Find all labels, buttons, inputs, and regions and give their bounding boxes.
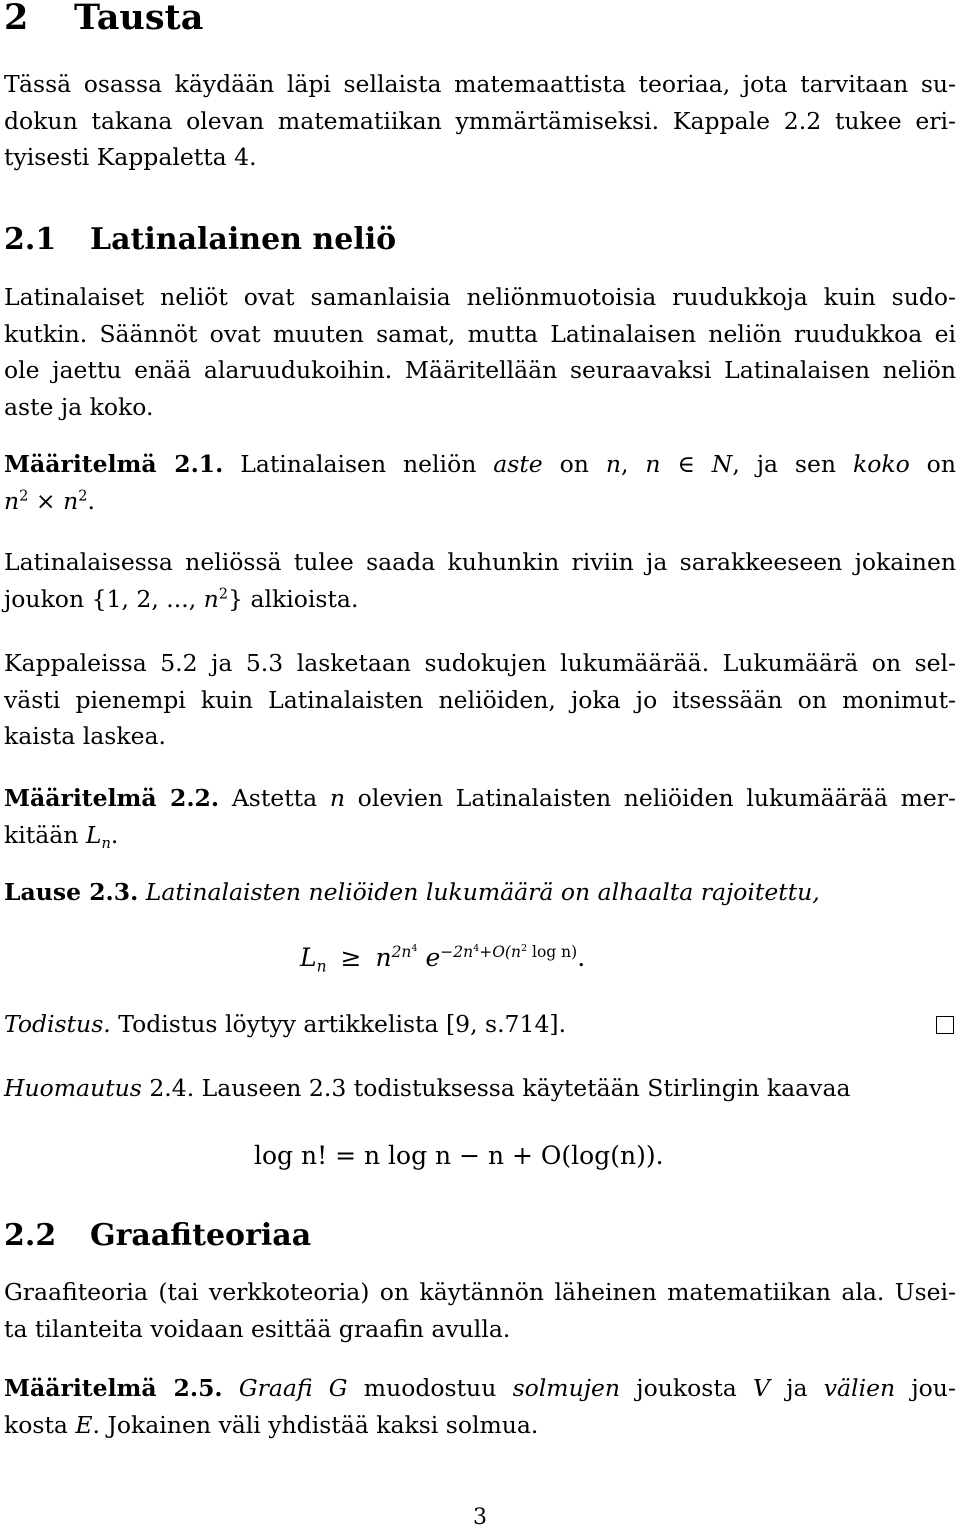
math-exponent: 2	[78, 486, 88, 504]
math-e: e	[425, 943, 441, 972]
definition-text: jou-	[911, 1374, 956, 1402]
definition-text: muodostuu	[363, 1374, 497, 1402]
subsection-number: 2.2	[4, 1218, 57, 1253]
latin-square-paragraph	[4, 279, 956, 425]
subsection-heading	[4, 1218, 956, 1254]
math-L: L	[300, 943, 317, 972]
math-times: ×	[35, 486, 56, 515]
definition-text: ja	[786, 1374, 808, 1402]
paragraph-line: kutkin. Säännöt ovat muuten samat, mutta Latinalaisen neliön ruudukkoa ei	[4, 319, 956, 348]
math-E: E	[75, 1410, 93, 1439]
paragraph-line: västi pienempi kuin Latinalaisten neliöiden, joka jo itsessään on monimut-	[4, 685, 956, 714]
proof-text: Todistus löytyy artikkelista [9, s.714].	[118, 1010, 567, 1038]
math-exponent: 2	[218, 584, 229, 602]
paragraph-line: ta tilanteita voidaan esittää graafin avulla.	[4, 1314, 511, 1343]
math-n: n	[605, 450, 621, 478]
math-exponent	[440, 943, 577, 961]
math-exponent	[392, 943, 418, 961]
definition-text: on	[926, 450, 956, 478]
paragraph-line: Latinalaisessa neliössä tulee saada kuhunkin riviin ja sarakkeeseen jokainen	[4, 548, 956, 576]
math-subscript: n	[101, 834, 111, 852]
math-n: n	[329, 784, 345, 812]
term-solmujen: solmujen	[512, 1374, 621, 1402]
section-title: Tausta	[74, 0, 204, 38]
latin-rule-paragraph	[4, 544, 956, 617]
math-G: G	[328, 1374, 348, 1402]
paragraph-line: kaista laskea.	[4, 722, 166, 750]
theorem-2-3	[4, 874, 956, 911]
math-exponent: 2	[19, 486, 29, 504]
remark-line	[4, 1070, 956, 1107]
math-subscript: n	[316, 957, 327, 976]
section-heading	[4, 0, 956, 38]
definition-label: Määritelmä 2.2.	[4, 784, 220, 812]
definition-text: Latinalaisen neliön	[240, 450, 477, 478]
intro-line: tyisesti Kappaletta 4.	[4, 143, 257, 171]
definition-text: olevien Latinalaisten neliöiden lukumäärää mer-	[357, 784, 956, 812]
paragraph-line: Latinalaiset neliöt ovat samanlaisia neliönmuotoisia ruudukkoja kuin sudo-	[4, 283, 956, 311]
definition-text: joukosta	[636, 1374, 737, 1402]
definition-2-2	[4, 780, 956, 853]
paragraph-line: Kappaleissa 5.2 ja 5.3 lasketaan sudokujen lukumäärää. Lukumäärä on sel-	[4, 649, 956, 677]
intro-paragraph	[4, 66, 956, 176]
section-number: 2	[4, 0, 29, 38]
term-koko: koko	[852, 450, 910, 478]
definition-line	[4, 446, 956, 483]
math-geq: ≥	[340, 943, 362, 972]
punctuation: .	[110, 820, 119, 849]
definition-line	[4, 483, 956, 520]
math-L: L	[85, 820, 102, 849]
paragraph-line: ole jaettu enää alaruudukoihin. Määritellään seuraavaksi Latinalaisen neliön	[4, 356, 956, 384]
paragraph-line: aste ja koko.	[4, 392, 154, 421]
math-comma: ,	[620, 450, 629, 478]
remark-label: Huomautus	[4, 1074, 142, 1102]
exponent-text: 2n	[391, 942, 412, 961]
definition-2-1	[4, 446, 956, 519]
definition-text: Astetta	[231, 784, 318, 812]
paragraph-text: } alkioista.	[228, 584, 359, 613]
term-valien: välien	[823, 1374, 896, 1402]
definition-text: , ja sen	[732, 450, 837, 478]
remark-text: Lauseen 2.3 todistuksessa käytetään Stirlingin kaavaa	[201, 1074, 851, 1102]
definition-label: Määritelmä 2.5.	[4, 1374, 223, 1402]
theorem-label: Lause 2.3.	[4, 878, 139, 906]
subsection-title: Latinalainen neliö	[90, 222, 397, 257]
definition-label: Määritelmä 2.1.	[4, 450, 224, 478]
intro-line: Tässä osassa käydään läpi sellaista matemaattista teoriaa, jota tarvitaan su-	[4, 70, 956, 98]
intro-line: dokun takana olevan matematiikan ymmärtämiseksi. Kappale 2.2 tukee eri-	[4, 106, 956, 135]
exponent-text: log n)	[527, 942, 578, 961]
definition-text: on	[559, 450, 589, 478]
proof-label: Todistus.	[4, 1010, 111, 1038]
definition-text: . Jokainen väli yhdistää kaksi solmua.	[92, 1410, 539, 1439]
subsection-title: Graafiteoriaa	[90, 1218, 312, 1253]
proof-line	[4, 1006, 956, 1043]
math-element-of: ∈	[677, 450, 695, 478]
theorem-text: Latinalaisten neliöiden lukumäärä on alhaalta rajoitettu,	[145, 878, 820, 906]
math-N: N	[711, 450, 733, 478]
definition-line	[4, 1370, 956, 1407]
graph-theory-paragraph	[4, 1274, 956, 1347]
math-n: n	[375, 943, 392, 972]
equation-stirling: log n! = n log n − n + O(log(n)).	[254, 1141, 664, 1170]
definition-text: kosta	[4, 1410, 68, 1439]
math-n: n	[4, 486, 20, 515]
paragraph-text: joukon {1, 2, ...,	[4, 584, 204, 613]
qed-box	[936, 1016, 954, 1034]
exponent-sup: 4	[473, 942, 480, 954]
punctuation: .	[577, 943, 586, 972]
punctuation: .	[87, 486, 95, 515]
remark-2-4	[4, 1070, 956, 1107]
counting-paragraph	[4, 645, 956, 755]
exponent-text: +O(n	[479, 942, 521, 961]
exponent-sup: 4	[411, 942, 418, 954]
exponent-sup: 2	[520, 942, 528, 954]
paragraph-line: Graafiteoria (tai verkkoteoria) on käytännön läheinen matematiikan ala. Usei-	[4, 1278, 956, 1306]
math-n: n	[645, 450, 661, 478]
equation-lower-bound	[300, 940, 585, 977]
definition-2-5	[4, 1370, 956, 1443]
definition-line	[4, 1407, 956, 1444]
remark-number: 2.4.	[149, 1074, 195, 1102]
exponent-text: −2n	[440, 942, 474, 961]
math-V: V	[753, 1374, 770, 1402]
term-aste: aste	[493, 450, 543, 478]
page-number: 3	[473, 1505, 487, 1530]
definition-text: kitään	[4, 820, 79, 849]
proof	[4, 1006, 956, 1043]
definition-line	[4, 780, 956, 817]
definition-line	[4, 817, 956, 854]
theorem-line	[4, 874, 956, 911]
subsection-heading	[4, 222, 956, 258]
math-n: n	[63, 486, 79, 515]
math-n: n	[203, 584, 219, 613]
term-graafi: Graafi	[238, 1374, 313, 1402]
subsection-number: 2.1	[4, 222, 57, 257]
paragraph-line	[4, 581, 956, 618]
